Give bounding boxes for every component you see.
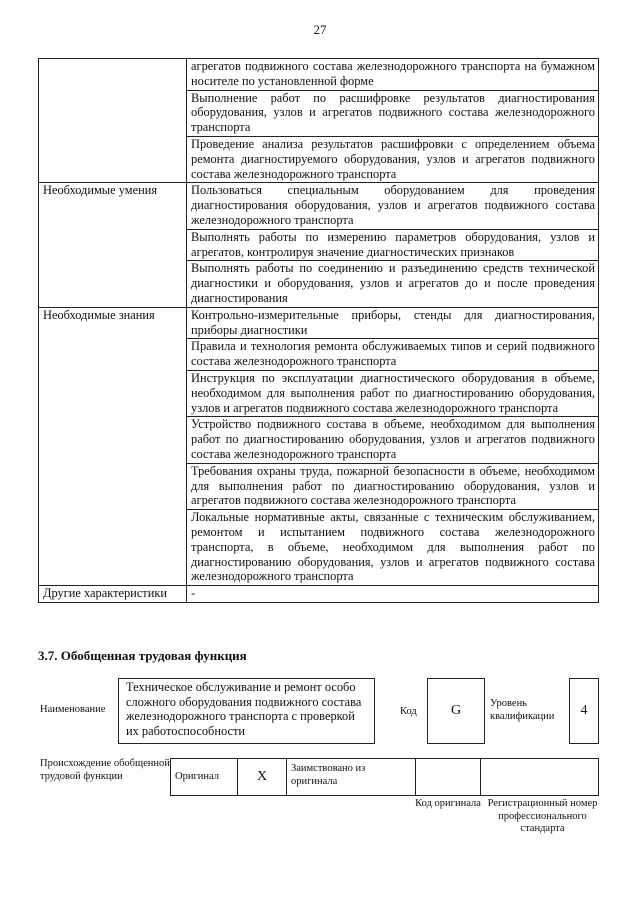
table-cell: Локальные нормативные акты, связанные с техническим обслуживанием, ремонтом и испытанием подвижного состава железнодорожного транспорта, в объеме, необходимом для выполнения работ по диагностированию оборудования, узлов и агрегатов подвижного состава железнодорожного транспорта — [187, 510, 599, 586]
row-label — [39, 59, 187, 183]
table-cell: - — [187, 586, 599, 603]
requirements-table — [38, 58, 599, 603]
table-row — [39, 307, 599, 339]
original-code-caption: Код оригинала — [415, 798, 481, 809]
table-row — [171, 759, 599, 796]
original-code-cell — [416, 759, 481, 796]
qualification-level-value: 4 — [580, 703, 588, 718]
table-cell: Пользоваться специальным оборудованием для проведения диагностирования оборудования, узлов и агрегатов подвижного состава железнодорожного транспорта — [187, 183, 599, 229]
original-label: Оригинал — [171, 759, 238, 796]
table-cell: агрегатов подвижного состава железнодорожного транспорта на бумажном носителе по установленной форме — [187, 59, 599, 91]
table-cell: Правила и технология ремонта обслуживаемых типов и серий подвижного состава железнодорожного транспорта — [187, 339, 599, 371]
table-cell: Инструкция по эксплуатации диагностического оборудования в объеме, необходимом для выполнения работ по диагностированию оборудования, узлов и агрегатов подвижного состава железнодорожного транспорта — [187, 370, 599, 416]
table-cell: Требования охраны труда, пожарной безопасности в объеме, необходимом для выполнения работ по диагностированию оборудования, узлов и агрегатов подвижного состава железнодорожного транспорта — [187, 463, 599, 509]
qualification-level-label: Уровень квалификации — [490, 698, 555, 722]
origin-table — [170, 758, 599, 796]
page-number: 27 — [313, 22, 327, 37]
name-label: Наименование — [40, 704, 106, 715]
registration-number-caption: Регистрационный номер профессионального стандарта — [487, 798, 598, 834]
row-label: Необходимые знания — [39, 307, 187, 585]
table-cell: Устройство подвижного состава в объеме, необходимом для выполнения работ по диагностированию оборудования, узлов и агрегатов подвижного состава железнодорожного транспорта — [187, 417, 599, 463]
name-value-box: Техническое обслуживание и ремонт особо сложного оборудования подвижного состава железнодорожного транспорта с проверкой их работоспособности — [118, 678, 375, 744]
table-row — [39, 59, 599, 91]
original-mark: X — [238, 759, 287, 796]
registration-number-cell — [481, 759, 599, 796]
code-value-box — [427, 678, 485, 744]
table-cell: Выполнять работы по измерению параметров оборудования, узлов и агрегатов, контролируя значение диагностических признаков — [187, 229, 599, 261]
code-label: Код — [400, 706, 417, 717]
table-row — [39, 183, 599, 229]
table-cell: Выполнение работ по расшифровке результатов диагностирования оборудования, узлов и агрегатов подвижного состава железнодорожного транспорта — [187, 90, 599, 136]
code-value: G — [450, 703, 462, 718]
qualification-level-box — [569, 678, 599, 744]
table-row — [39, 586, 599, 603]
section-heading: 3.7. Обобщенная трудовая функция — [38, 648, 247, 663]
row-label: Необходимые умения — [39, 183, 187, 307]
origin-label: Происхождение обобщенной трудовой функции — [40, 758, 170, 782]
table-cell: Проведение анализа результатов расшифровки с определением объема ремонта диагностируемого оборудования, узлов и агрегатов подвижного состава железнодорожного транспорта — [187, 136, 599, 182]
borrowed-label: Заимствовано из оригинала — [287, 759, 416, 796]
table-cell: Выполнять работы по соединению и разъединению средств технической диагностики и оборудования, узлов и агрегатов до и после проведения диагностирования — [187, 261, 599, 307]
row-label: Другие характеристики — [39, 586, 187, 603]
table-cell: Контрольно-измерительные приборы, стенды для диагностирования, приборы диагностики — [187, 307, 599, 339]
